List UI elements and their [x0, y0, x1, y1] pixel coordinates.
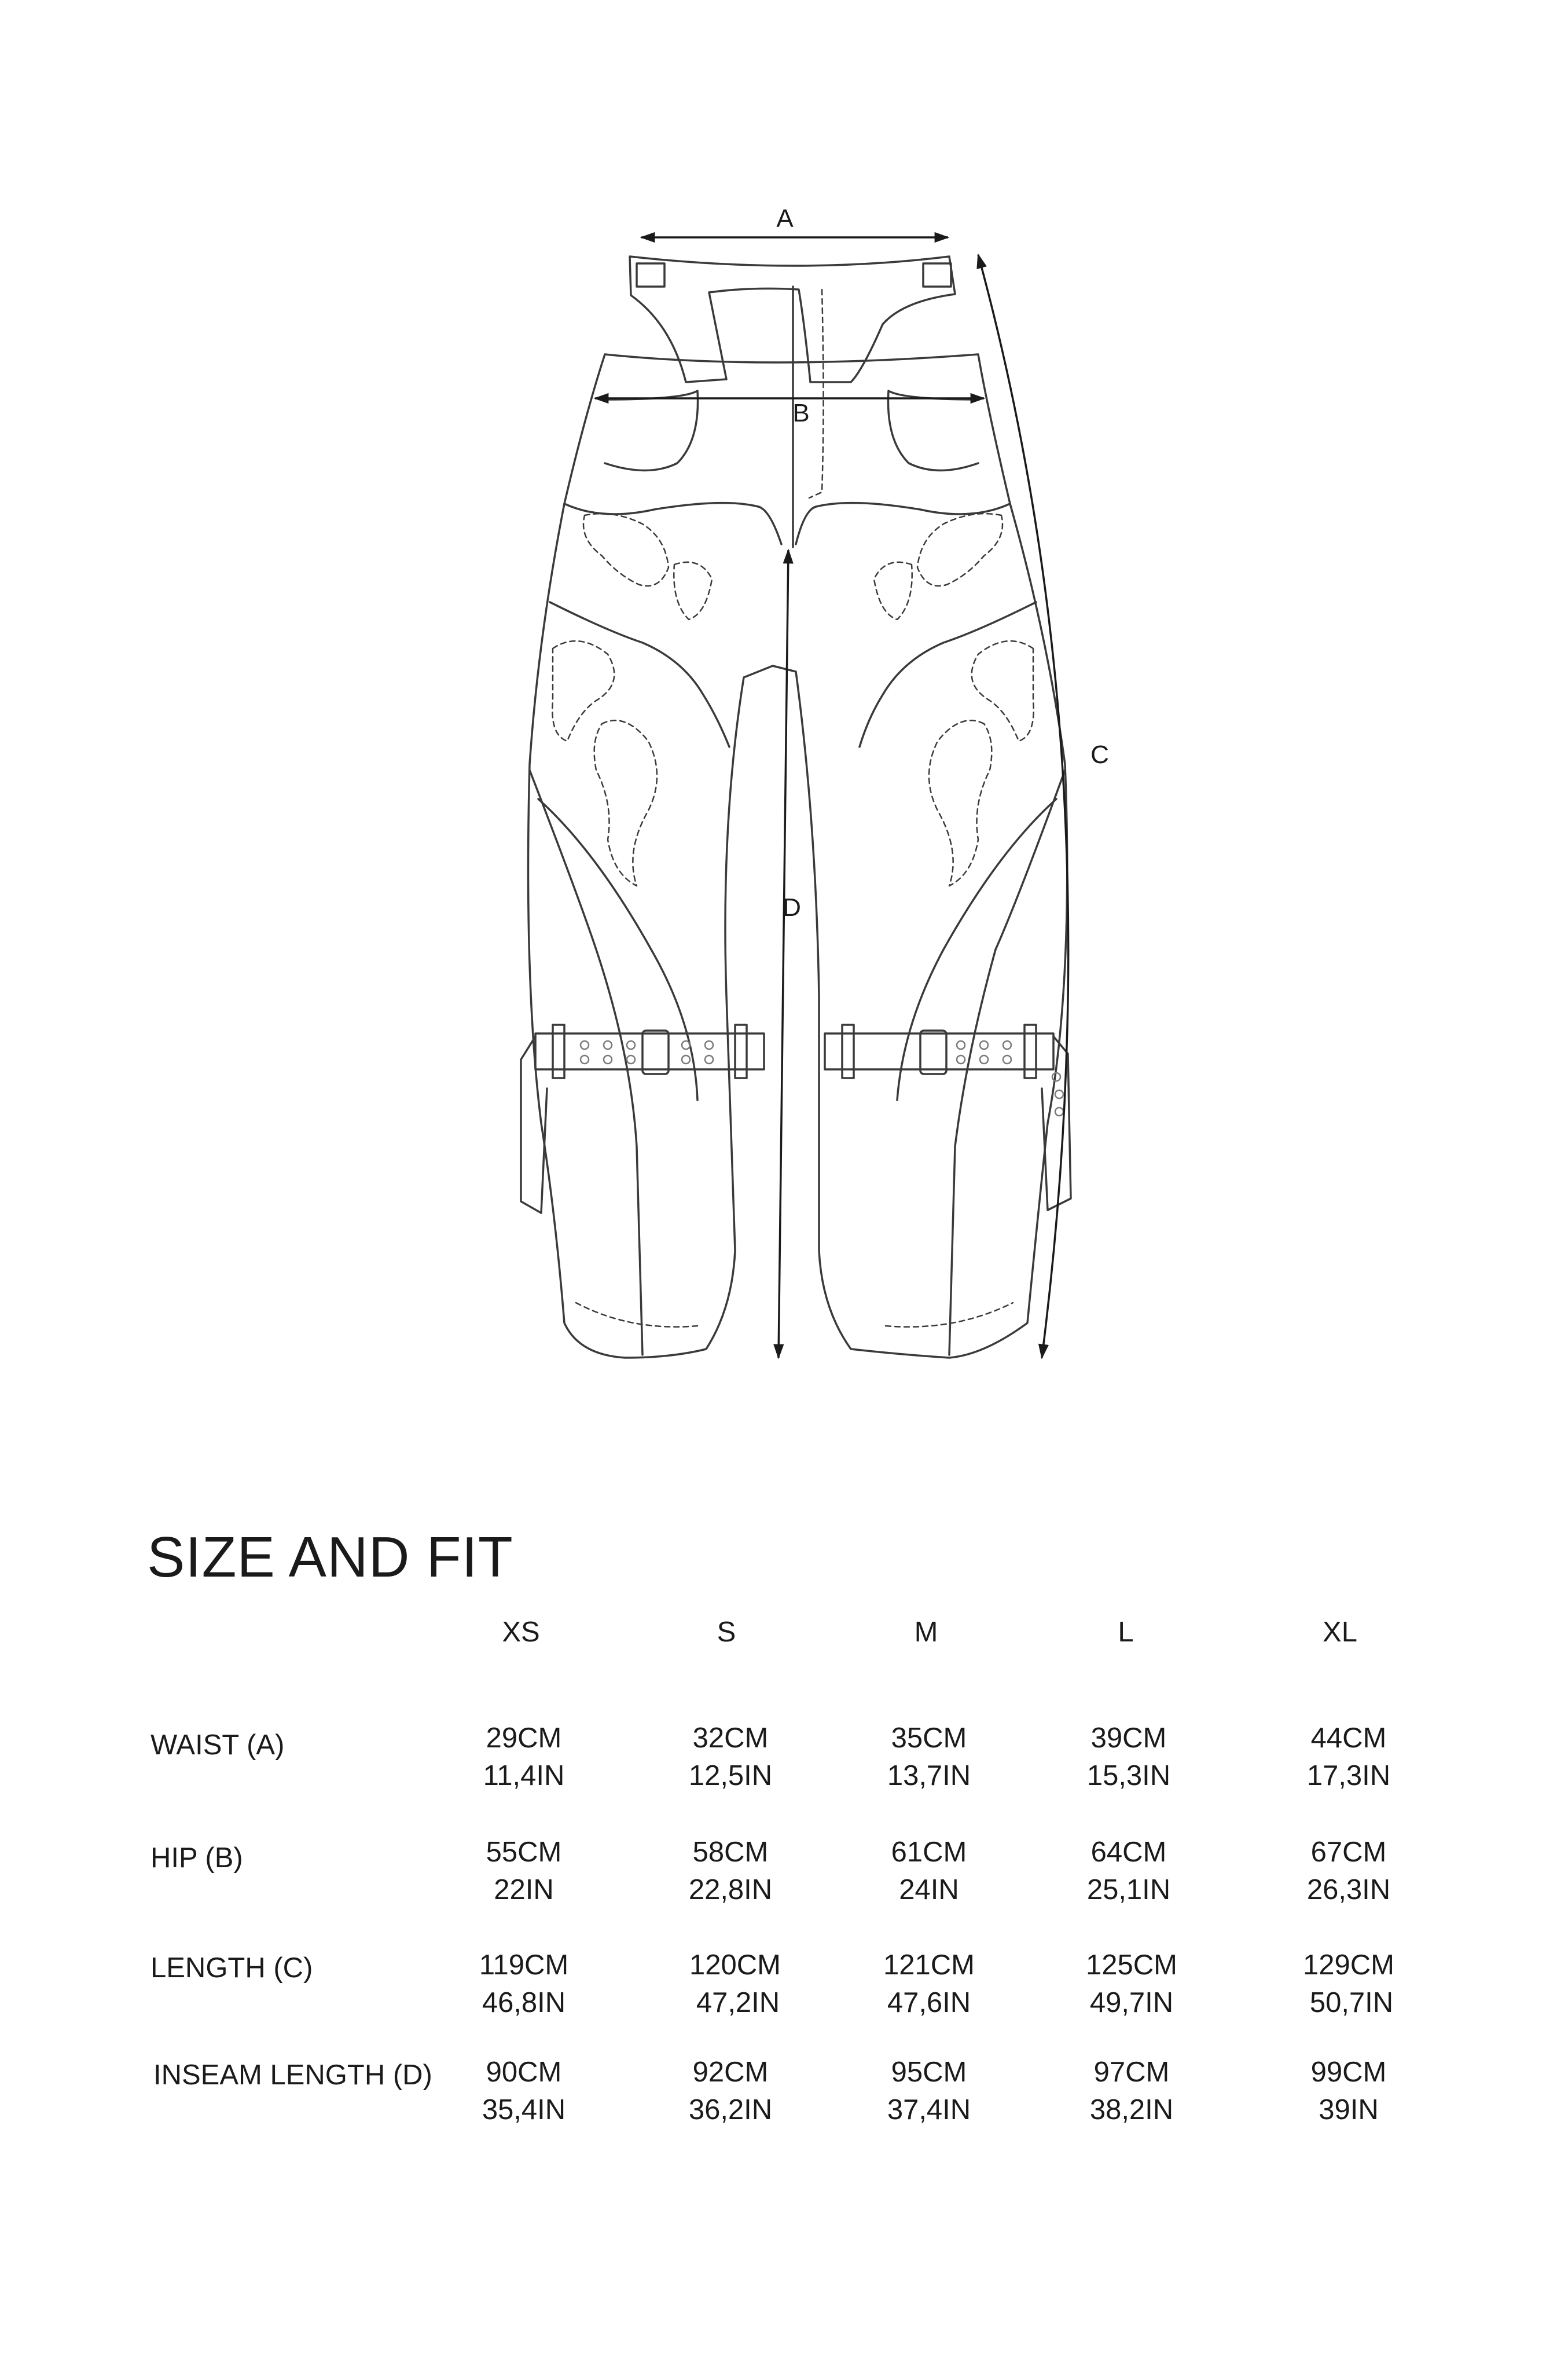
table-cell: 24IN [899, 1874, 959, 1905]
table-cell: 15,3IN [1086, 1760, 1171, 1791]
table-cell: 58CM [692, 1837, 769, 1868]
left-stitch-motif-3 [552, 641, 614, 741]
fly-stitch [809, 289, 824, 498]
waistband-tab-right [923, 263, 951, 287]
left-front-pocket [605, 391, 698, 471]
right-panel-seam-1 [796, 503, 1010, 544]
table-cell: 25,1IN [1086, 1874, 1171, 1905]
table-cell: 47,6IN [887, 1987, 971, 2018]
table-cell: 26,3IN [1306, 1874, 1391, 1905]
table-cell: 119CM [479, 1949, 569, 1981]
table-cell: 22IN [494, 1874, 554, 1905]
size-header-m: M [914, 1617, 938, 1648]
table-cell: 121CM [883, 1949, 975, 1981]
table-cell: 97CM [1093, 2057, 1170, 2088]
table-cell: 11,4IN [483, 1760, 565, 1791]
table-cell: 36,2IN [688, 2094, 773, 2125]
table-cell: 38,2IN [1089, 2094, 1174, 2125]
left-knee-inner [538, 799, 697, 1100]
table-cell: 37,4IN [887, 2094, 971, 2125]
pants-outline [528, 354, 1067, 1358]
right-front-pocket [888, 391, 978, 471]
size-header-xs: XS [502, 1617, 540, 1648]
left-panel-seam-1 [564, 503, 781, 544]
table-cell: 47,2IN [696, 1987, 780, 2018]
table-cell: 99CM [1310, 2057, 1387, 2088]
table-cell: 95CM [891, 2057, 967, 2088]
table-cell: 32CM [692, 1722, 769, 1754]
left-stitch-motif-4 [594, 720, 657, 886]
table-cell: 50,7IN [1309, 1987, 1394, 2018]
table-cell: 44CM [1310, 1722, 1387, 1754]
right-stitch-motif-1 [917, 514, 1003, 586]
table-cell: 46,8IN [482, 1987, 566, 2018]
table-cell: 90CM [486, 2057, 562, 2088]
row-label-length: LENGTH (C) [150, 1952, 313, 1984]
right-knee-panel [949, 770, 1065, 1355]
left-knee-panel [530, 770, 642, 1355]
table-cell: 55CM [486, 1837, 562, 1868]
table-cell: 12,5IN [688, 1760, 773, 1791]
table-cell: 125CM [1086, 1949, 1177, 1981]
table-cell: 35CM [891, 1722, 967, 1754]
table-cell: 67CM [1310, 1837, 1387, 1868]
table-cell: 22,8IN [688, 1874, 773, 1905]
size-chart-title: SIZE AND FIT [147, 1525, 513, 1589]
table-cell: 61CM [891, 1837, 967, 1868]
left-panel-seam-2 [550, 602, 729, 747]
right-stitch-motif-2 [874, 562, 912, 620]
size-header-l: L [1118, 1617, 1134, 1648]
table-cell: 64CM [1090, 1837, 1167, 1868]
dimension-label-b: B [792, 399, 810, 427]
right-knee-strap [825, 1025, 1071, 1210]
dimension-label-d: D [783, 893, 801, 922]
size-header-xl: XL [1323, 1617, 1357, 1648]
size-header-s: S [717, 1617, 736, 1648]
dimension-label-a: A [776, 204, 794, 233]
left-hem-stitch [576, 1303, 697, 1327]
table-cell: 17,3IN [1306, 1760, 1391, 1791]
table-cell: 35,4IN [482, 2094, 566, 2125]
row-label-inseam: INSEAM LENGTH (D) [153, 2059, 432, 2091]
table-cell: 39IN [1319, 2094, 1379, 2125]
left-stitch-motif-1 [583, 514, 669, 586]
table-cell: 92CM [692, 2057, 769, 2088]
table-cell: 13,7IN [887, 1760, 971, 1791]
table-cell: 129CM [1303, 1949, 1394, 1981]
right-panel-seam-2 [860, 602, 1036, 747]
table-cell: 29CM [486, 1722, 562, 1754]
table-cell: 120CM [689, 1949, 781, 1981]
left-stitch-motif-2 [674, 562, 712, 620]
dimension-line-d [779, 550, 788, 1358]
table-cell: 49,7IN [1089, 1987, 1174, 2018]
row-label-hip: HIP (B) [150, 1842, 243, 1874]
row-label-waist: WAIST (A) [150, 1729, 285, 1761]
right-stitch-motif-3 [972, 641, 1034, 741]
table-cell: 39CM [1090, 1722, 1167, 1754]
dimension-label-c: C [1090, 741, 1109, 769]
waistband-tab-left [637, 263, 664, 287]
right-stitch-motif-4 [929, 720, 992, 886]
